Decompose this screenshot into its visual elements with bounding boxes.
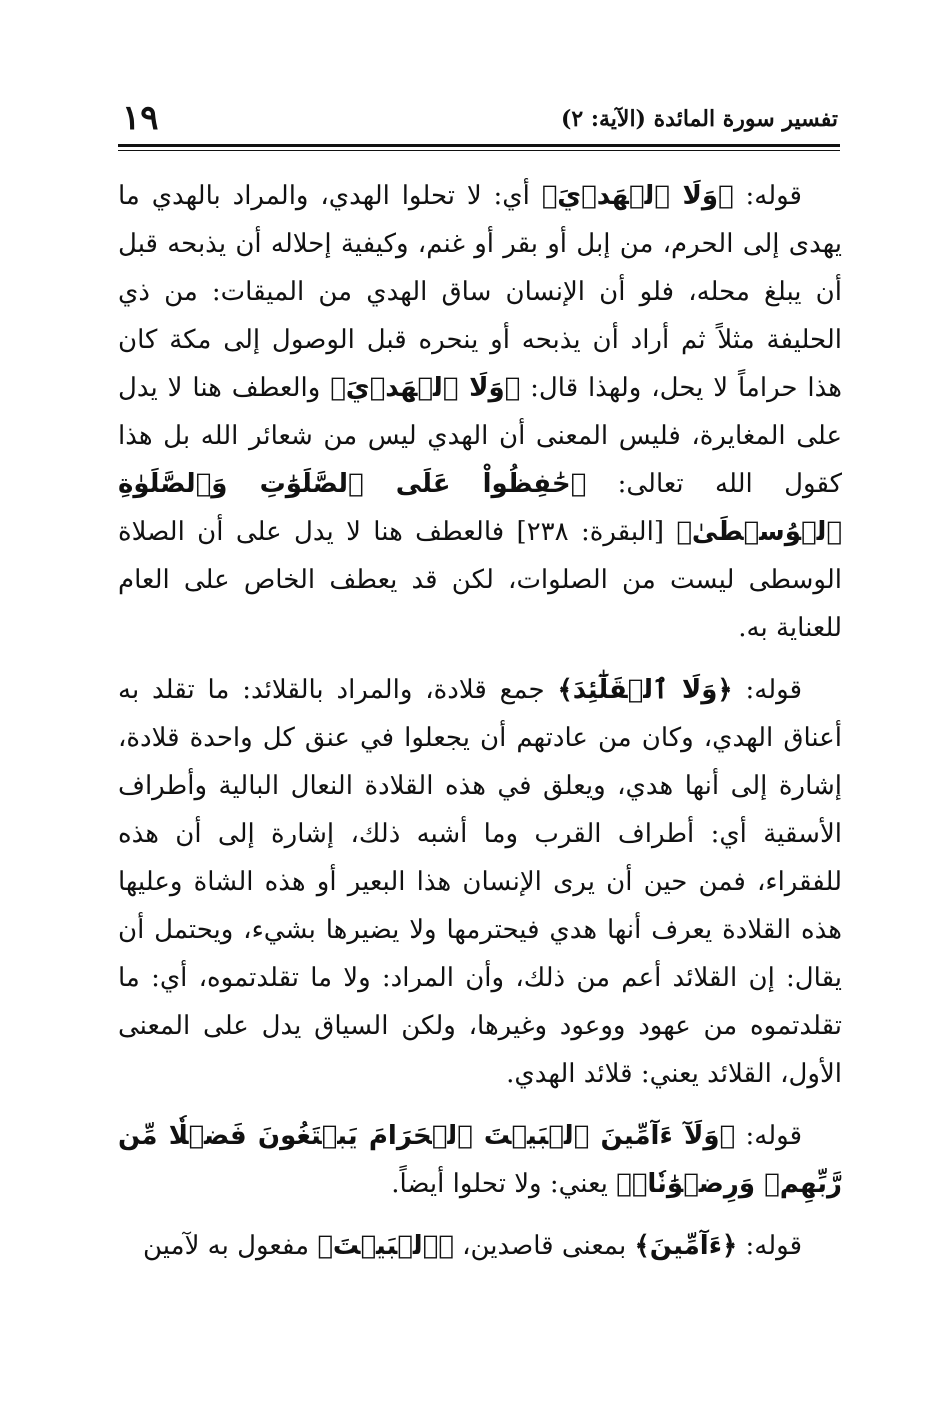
quran-quote: ﴿وَلَآ ءَآمِّينَ ٱلۡبَيۡتَ ٱلۡحَرَامَ يَبۡتَغُونَ فَضۡلٗا مِّن رَّبِّهِمۡ وَرِضۡوَٰنٗاۚ﴾	[118, 1121, 842, 1199]
body-text	[118, 172, 842, 1284]
paragraph-1	[118, 172, 842, 652]
paragraph-3	[118, 1112, 842, 1208]
text-segment: قوله:	[737, 1231, 802, 1261]
text-segment: والعطف هنا لا يدل على المغايرة، فليس المعنى أن الهدي ليس من شعائر الله بل هذا كقول الله تعالى:	[118, 373, 842, 499]
quran-quote: ﴿ٱلۡبَيۡتَ﴾	[317, 1231, 454, 1261]
quran-quote: ﴿وَلَا ٱلۡهَدۡيَ﴾	[541, 181, 734, 211]
text-segment: جمع قلادة، والمراد بالقلائد: ما تقلد به أعناق الهدي، وكان من عادتهم أن يجعلوا في عنق كل واحدة قلادة، إشارة إلى أنها هدي، ويعلق في هذه القلادة النعال البالية وأطراف الأسقية أي: أطراف القرب وما أشبه ذلك، إشارة إلى أن هذه للفقراء، فمن حين أن يرى الإنسان هذا البعير أو هذه الشاة وعليها هذه القلادة يعرف أنها هدي فيحترمها ولا يضيرها بشيء، ويحتمل أن يقال: إن القلائد أعم من ذلك، وأن المراد: ولا ما تقلدتموه، أي: ما تقلدتموه من عهود ووعود وغيرها، ولكن السياق يدل على المعنى الأول، القلائد يعني: قلائد الهدي.	[118, 675, 842, 1089]
text-segment: بمعنى قاصدين،	[453, 1231, 635, 1261]
quran-quote: ﴿وَلَا ٱلۡقَلَٰٓئِدَ﴾	[557, 675, 733, 705]
text-segment: مفعول به لآمين	[143, 1231, 318, 1261]
text-segment: [البقرة: ٢٣٨] فالعطف هنا لا يدل على أن الصلاة الوسطى ليست من الصلوات، لكن قد يعطف الخاص على العام للعناية به.	[118, 517, 842, 643]
text-segment: أي: لا تحلوا الهدي، والمراد بالهدي ما يهدى إلى الحرم، من إبل أو بقر أو غنم، وكيفية إحلاله أن يذبحه قبل أن يبلغ محله، فلو أن الإنسان ساق الهدي من الميقات: من ذي الحليفة مثلاً ثم أراد أن يذبحه أو ينحره قبل الوصول إلى مكة كان هذا حراماً لا يحل، ولهذا قال:	[118, 181, 842, 403]
paragraph-2	[118, 666, 842, 1098]
page-number: ١٩	[122, 98, 159, 138]
text-segment: يعني: ولا تحلوا أيضاً.	[391, 1169, 617, 1199]
text-segment: قوله:	[735, 1121, 802, 1151]
quran-quote: ﴿ءَآمِّينَ﴾	[634, 1231, 738, 1261]
header-rule-thick	[118, 144, 840, 147]
text-segment: قوله:	[732, 675, 802, 705]
running-header	[122, 100, 838, 140]
quran-quote: ﴿وَلَا ٱلۡهَدۡيَ﴾	[330, 373, 521, 403]
paragraph-4	[118, 1222, 842, 1270]
running-header-title: تفسير سورة المائدة (الآية: ٢)	[560, 106, 838, 132]
header-rule-thin	[118, 150, 840, 151]
quran-quote: ﴿حَٰفِظُواْ عَلَى ٱلصَّلَوَٰتِ وَٱلصَّلَوٰةِ ٱلۡوُسۡطَىٰ﴾	[118, 469, 842, 547]
text-segment: قوله:	[733, 181, 802, 211]
